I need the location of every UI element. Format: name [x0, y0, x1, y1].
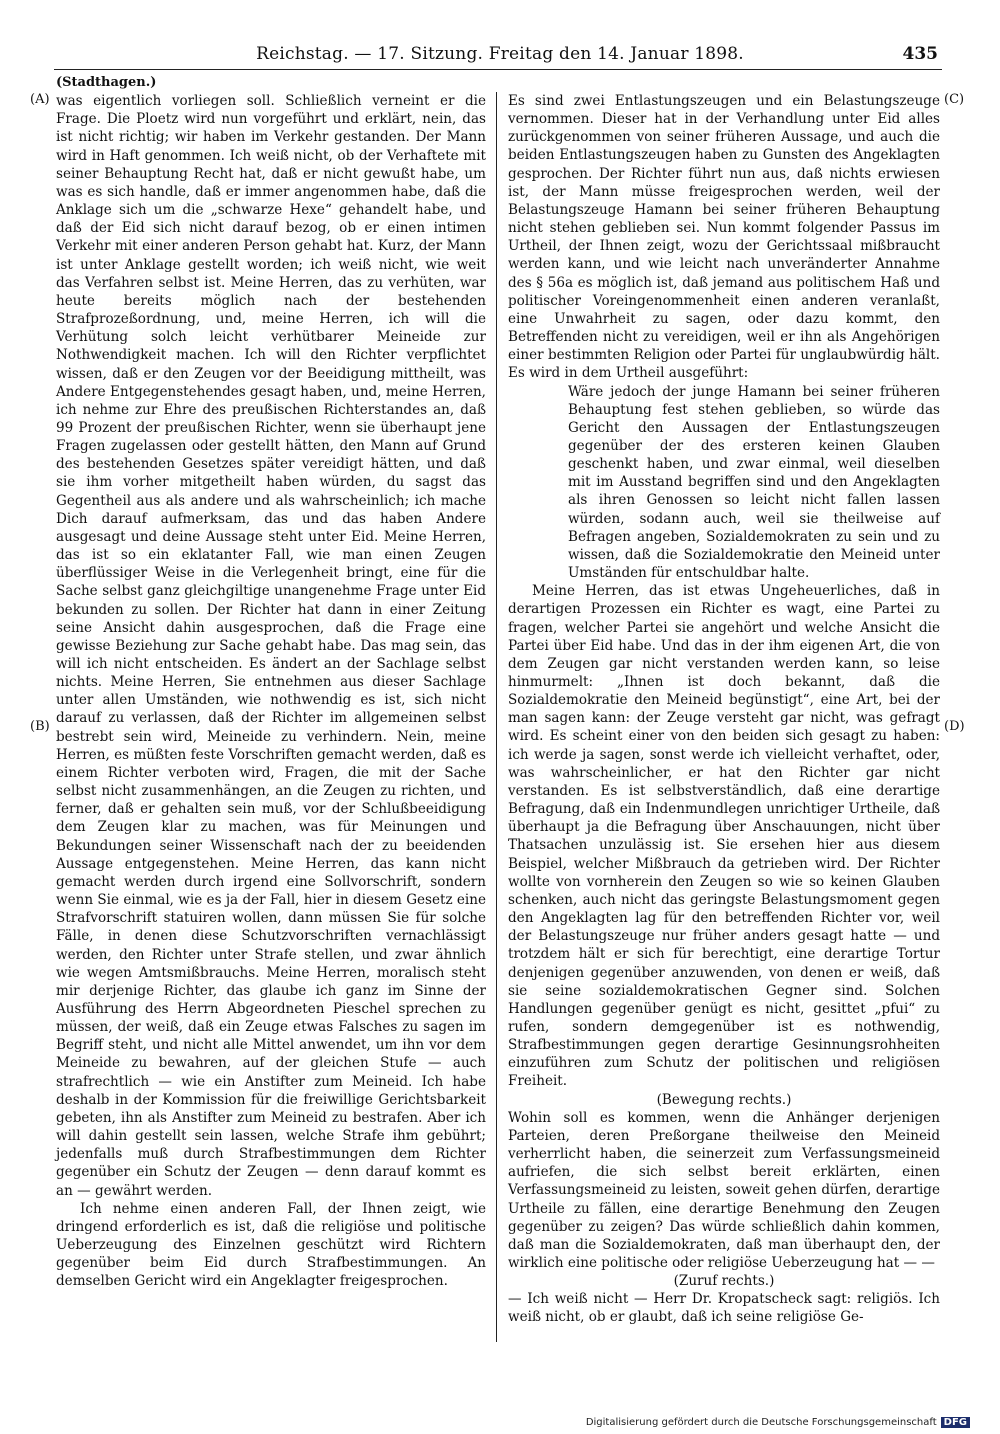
speaker-label: (Stadthagen.) — [56, 75, 157, 90]
margin-marker-b: (B) — [30, 719, 50, 734]
running-title: Reichstag. — 17. Sitzung. Freitag den 14. Januar 1898. — [256, 44, 744, 64]
paragraph: Wohin soll es kommen, wenn die Anhänger derjenigen Parteien, deren Preßorgane theilweise den Meineid verherrlicht haben, die seinerzeit zum Verfassungsmeineid aufriefen, die sich selbst bereit erklärten, einen Verfassungsmeineid zu leisten, soweit gehen dürfen, derartige Urtheile zu fällen, eine derartige Benehmung den Zeugen gegenüber zu zeigen? Das würde schließlich dahin kommen, daß man die Sozialdemokraten, daß man überhaupt den, der wirklich eine politische oder religiöse Ueberzeugung hat — — — [508, 1109, 940, 1271]
page-header — [0, 44, 1000, 68]
right-column — [508, 92, 940, 1327]
interjection: (Zuruf rechts.) — [673, 1273, 775, 1290]
interjection: (Bewegung rechts.) — [656, 1091, 792, 1108]
left-column — [56, 74, 486, 1290]
margin-marker-c: (C) — [944, 92, 965, 107]
margin-marker-a: (A) — [30, 92, 50, 107]
header-rule — [54, 69, 942, 70]
page-number: 435 — [902, 44, 938, 64]
dfg-logo: DFG — [941, 1417, 970, 1428]
paragraph: Meine Herren, das ist etwas Ungeheuerliches, daß in derartigen Prozessen ein Richter es wagt, eine Partei zu fragen, welcher Partei sie angehört und welche Ansicht die Partei über Eid habe. Und das in der ihm eigenen Art, die von dem Zeugen gar nicht verstanden werden kann, so leise hinmurmelt: „Ihnen ist doch bekannt, daß die Sozialdemokratie den Meineid begünstigt“, eine Art, bei der man sagen kann: der Zeuge versteht gar nicht, was gefragt wird. Es scheint einer von den beiden sich gesagt zu haben: ich werde ja sagen, sonst werde ich vielleicht verhaftet, oder, was wahrscheinlicher, er hat den Richter gar nicht verstanden. Es ist selbstverständlich, daß eine derartige Befragung, daß ein Indenmundlegen unrichtiger Urtheile, daß überhaupt ja die Befragung über Anschauungen, nicht über Thatsachen unzulässig ist. Sie ersehen hier aus diesem Beispiel, welcher Mißbrauch da getrieben wird. Der Richter wollte von vornherein den Zeugen so wie so keinen Glauben schenken, auch nicht das geringste Belastungsmoment gegen den Angeklagten lag für den betreffenden Richter vor, weil der Belastungszeuge nur früher anders gesagt hatte — und trotzdem hält er sich für berechtigt, eine derartige Tortur denjenigen gegenüber anzuwenden, von denen er weiß, daß sie seine sozialdemokratischen Gegner sind. Solchen Handlungen gegenüber genügt es nicht, gesittet „pfui“ zu rufen, sondern demgegenüber ist es nothwendig, Strafbestimmungen gegen derartige Gesinnungsrohheiten einzuführen zum Schutz der politischen und religiösen Freiheit. — [508, 583, 940, 1090]
quoted-judgment: Wäre jedoch der junge Hamann bei seiner früheren Behauptung fest stehen geblieben, so würde das Gericht den Aussagen der Entlastungszeugen gegenüber der des ersteren keinen Glauben geschenkt haben, und zwar einmal, weil dieselben mit im Ausstand begriffen sind und den Angeklagten als ihren Genossen so leicht nicht fallen lassen würden, sodann auch, weil sie theilweise auf Befragen angeben, Sozialdemokraten zu sein und zu wissen, daß die Sozialdemokratie den Meineid unter Umständen für entschuldbar halte. — [568, 383, 940, 582]
paragraph: Ich nehme einen anderen Fall, der Ihnen zeigt, wie dringend erforderlich es ist, daß die religiöse und politische Ueberzeugung des Einzelnen geschützt wird Richtern gegenüber beim Eid durch Strafbestimmungen. An demselben Gericht wird ein Angeklagter freigesprochen. — [56, 1200, 486, 1290]
paragraph: was eigentlich vorliegen soll. Schließlich verneint er die Frage. Die Ploetz wird nun vorgeführt und erklärt, nein, das ist nicht richtig; wir haben im Verkehr gestanden. Der Mann wird in Haft genommen. Ich weiß nicht, ob der Verhaftete mit seiner Behauptung Recht hat, daß er nicht gewußt habe, um was es sich handle, daß er immer angenommen habe, daß die Anklage sich um die „schwarze Hexe“ gehandelt habe, und daß der Eid sich nicht darauf bezog, ob er einen intimen Verkehr mit einer anderen Person gehabt hat. Kurz, der Mann ist unter Anklage gestellt worden; ich weiß nicht, wie weit das Verfahren selbst ist. Meine Herren, das zu verhüten, war heute bereits möglich nach der bestehenden Strafprozeßordnung, und, meine Herren, ich will die Verhütung solch leicht verhütbarer Meineide zur Nothwendigkeit machen. Ich will den Richter verpflichtet wissen, daß er den Zeugen vor der Beeidigung mittheilt, was Andere Entgegenstehendes gesagt haben, und, meine Herren, ich nehme zur Ehre des preußischen Richterstandes an, daß 99 Prozent der preußischen Richter, wenn sie überhaupt jene Fragen zugelassen oder gestellt hätten, den Mann auf Grund des bestehenden Gesetzes später vereidigt hätten, und daß sie ihm vorher mitgetheilt haben würden, du sagst das Gegentheil aus als andere und als wahrscheinlich; ich mache Dich darauf aufmerksam, das und das haben Andere ausgesagt und deine Aussage steht unter Eid. Meine Herren, das ist so ein eklatanter Fall, wie man einen Zeugen überflüssiger Weise in die Verlegenheit bringt, eine für die Sache selbst ganz gleichgiltige unangenehme Frage unter Eid bekunden zu sollen. Der Richter hat dann in einer Zeitung seine Ansicht dahin ausgesprochen, daß die Frage eine gewisse Beziehung zur Sache gehabt habe. Das mag sein, das will ich nicht entscheiden. Es ändert an der Sachlage selbst nichts. Meine Herren, Sie entnehmen aus dieser Sachlage unter allen Umständen, wie nothwendig es ist, sich nicht darauf zu verlassen, daß der Richter im allgemeinen selbst bestrebt sein wird, Meineide zu verhindern. Nein, meine Herren, es müßten feste Vorschriften gemacht werden, daß es einem Richter verboten wird, Fragen, die mit der Sache selbst nicht zusammenhängen, an die Zeugen zu richten, und ferner, daß er gehalten sein muß, vor der Schlußbeeidigung dem Zeugen klar zu machen, was für Meinungen und Bekundungen seiner Wissenschaft nach der zu beeidenden Aussage entgegenstehen. Meine Herren, das kann nicht gemacht werden durch irgend eine Sollvorschrift, sondern wenn Sie einmal, wie es ja der Fall, hier in diesem Gesetz eine Strafvorschrift statuiren wollen, dann müssen Sie für solche Fälle, in denen diese Schutzvorschriften vernachlässigt werden, den Richter unter Strafe stellen, und zwar ähnlich wie wegen Amtsmißbrauchs. Meine Herren, moralisch steht mir derjenige Richter, das glaube ich ganz im Sinne der Ausführung des Herrn Abgeordneten Pieschel sprechen zu müssen, der weiß, daß ein Zeuge etwas Falsches zu sagen im Begriff steht, und nicht alle Mittel anwendet, um ihn vor dem Meineide zu bewahren, auf der gleichen Stufe — auch strafrechtlich — wie ein Anstifter zum Meineid. Ich habe deshalb in der Kommission für die freiwillige Gerichtsbarkeit gebeten, ihn als Anstifter zum Meineid zu bestrafen. Aber ich will dahin gestellt sein lassen, welche Strafe ihm gebührt; jedenfalls muß durch Strafbestimmungen dem Richter gegenüber ein Schutz der Zeugen — denn darauf kommt es an — gewährt werden. — [56, 93, 486, 1199]
column-divider — [496, 92, 497, 1342]
margin-marker-d: (D) — [944, 719, 965, 734]
paragraph: — Ich weiß nicht — Herr Dr. Kropatscheck sagt: religiös. Ich weiß nicht, ob er glaubt, daß ich seine religiöse Ge- — [508, 1291, 940, 1326]
paragraph: Es sind zwei Entlastungszeugen und ein Belastungszeuge vernommen. Dieser hat in der Verhandlung unter Eid alles zurückgenommen von seiner früheren Aussage, und auch die beiden Entlastungszeugen haben zu Gunsten des Angeklagten gesprochen. Der Richter führt nun aus, daß nichts erwiesen ist, der Mann müsse freigesprochen werden, weil der Belastungszeuge Hamann bei seiner früheren Behauptung nicht stehen geblieben sei. Nun kommt folgender Passus im Urtheil, der Ihnen zeigt, wozu der Gerichtssaal mißbraucht werden kann, und wie leicht nach unveränderter Annahme des § 56a es möglich ist, daß jemand aus politischem Haß und politischer Voreingenommenheit einen anderen veranlaßt, eine Unwahrheit zu sagen, oder dazu kommt, den Betreffenden nicht zu vereidigen, weil er ihn als Angehörigen einer bestimmten Religion oder Partei für unglaubwürdig hält. Es wird in dem Urtheil ausgeführt: — [508, 93, 940, 382]
footer-text: Digitalisierung gefördert durch die Deutsche Forschungsgemeinschaft — [585, 1417, 937, 1428]
digitization-footer — [586, 1417, 970, 1428]
